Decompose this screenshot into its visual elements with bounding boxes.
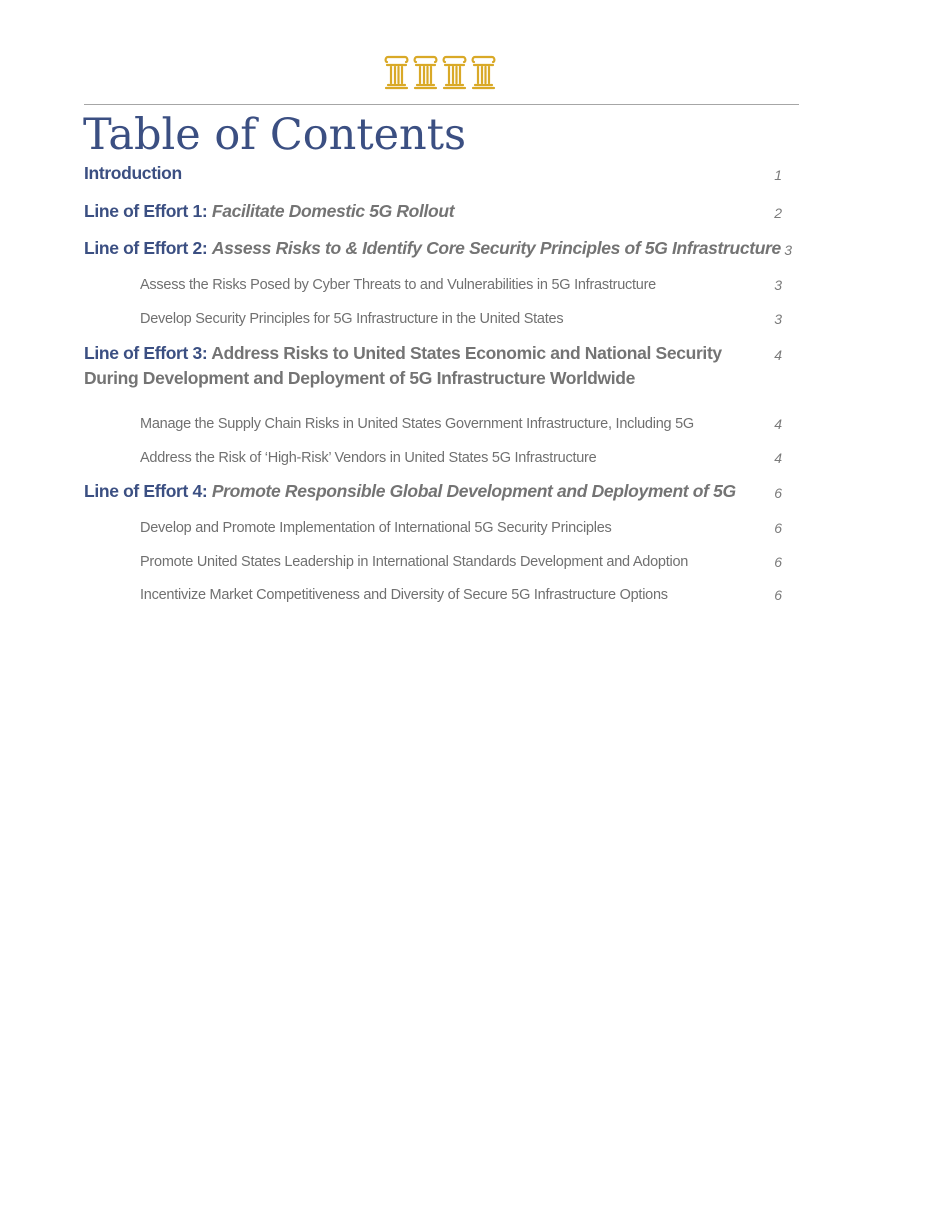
toc-subentry[interactable] (140, 309, 784, 329)
loe-lead: Line of Effort 2: (84, 238, 208, 258)
logo-columns (384, 54, 496, 90)
page-number: 4 (774, 450, 782, 466)
subentry-title: Assess the Risks Posed by Cyber Threats to and Vulnerabilities in 5G Infrastructure (140, 277, 656, 293)
toc-subentry[interactable] (140, 552, 784, 572)
loe-lead: Line of Effort 1: (84, 201, 208, 221)
toc-entry-loe2[interactable] (84, 236, 792, 261)
page-number: 6 (774, 485, 782, 501)
loe-title-line2: During Development and Deployment of 5G Infrastructure Worldwide (84, 368, 635, 388)
subentry-title: Address the Risk of ‘High-Risk’ Vendors in United States 5G Infrastructure (140, 450, 597, 466)
page-number: 6 (774, 554, 782, 570)
page-number: 6 (774, 587, 782, 603)
loe-title: Promote Responsible Global Development and Deployment of 5G (211, 481, 736, 501)
page-number: 3 (774, 277, 782, 293)
toc-entry-introduction[interactable] (84, 161, 784, 186)
page-number: 2 (774, 205, 782, 221)
subentry-title: Manage the Supply Chain Risks in United States Government Infrastructure, Including 5G (140, 416, 694, 432)
page-title: Table of Contents (83, 110, 467, 160)
toc-subentry[interactable] (140, 414, 784, 434)
page-number: 4 (774, 347, 782, 363)
column-icon (471, 54, 496, 90)
toc-entry-loe4[interactable] (84, 479, 784, 504)
loe-title: Facilitate Domestic 5G Rollout (211, 201, 455, 221)
column-icon (384, 54, 409, 90)
toc-subentry[interactable] (140, 585, 784, 605)
page-number: 6 (774, 520, 782, 536)
subentry-title: Develop and Promote Implementation of International 5G Security Principles (140, 520, 612, 536)
toc-entry-label: Introduction (84, 163, 182, 183)
subentry-title: Incentivize Market Competitiveness and Diversity of Secure 5G Infrastructure Options (140, 587, 668, 603)
page-number: 4 (774, 416, 782, 432)
toc-subentry[interactable] (140, 448, 784, 468)
loe-title: Assess Risks to & Identify Core Security Principles of 5G Infrastructure (211, 238, 781, 258)
page-number: 3 (784, 242, 792, 258)
column-icon (442, 54, 467, 90)
loe-title-line1: Address Risks to United States Economic and National Security (211, 343, 722, 363)
header-divider (84, 104, 799, 105)
page-number: 1 (774, 167, 782, 183)
loe-lead: Line of Effort 4: (84, 481, 208, 501)
toc-entry-loe3[interactable] (84, 341, 784, 391)
page-number: 3 (774, 311, 782, 327)
toc-entry-loe1[interactable] (84, 199, 784, 224)
loe-lead: Line of Effort 3: (84, 343, 208, 363)
toc-subentry[interactable] (140, 518, 784, 538)
column-icon (413, 54, 438, 90)
subentry-title: Promote United States Leadership in International Standards Development and Adoption (140, 554, 689, 570)
subentry-title: Develop Security Principles for 5G Infrastructure in the United States (140, 311, 564, 327)
toc-subentry[interactable] (140, 275, 784, 295)
